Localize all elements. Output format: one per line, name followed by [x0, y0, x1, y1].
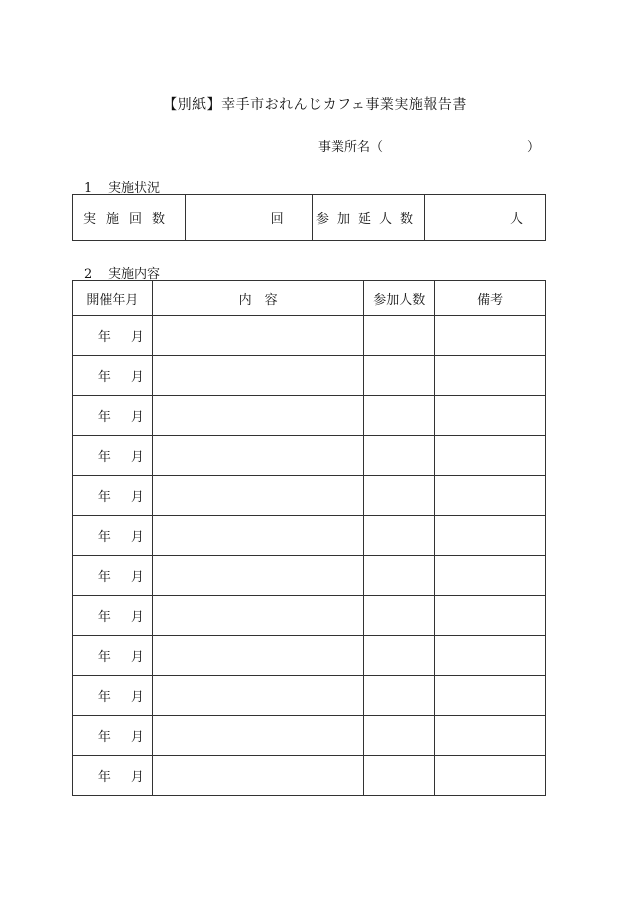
- month-label: 月: [130, 370, 144, 385]
- year-label: 年: [97, 690, 111, 705]
- participants-label: 参加延人数: [312, 195, 425, 241]
- table-row: [73, 436, 546, 476]
- table-row: [73, 516, 546, 556]
- month-label: 月: [130, 490, 144, 505]
- table-row: [73, 596, 546, 636]
- participants-cell[interactable]: [364, 636, 435, 676]
- header-content: 内 容: [152, 281, 364, 316]
- content-cell[interactable]: [152, 316, 364, 356]
- content-cell[interactable]: [152, 756, 364, 796]
- year-label: 年: [97, 530, 111, 545]
- date-cell[interactable]: [73, 556, 153, 596]
- date-cell[interactable]: [73, 716, 153, 756]
- date-cell[interactable]: [73, 476, 153, 516]
- table-row: [73, 476, 546, 516]
- header-date: 開催年月: [73, 281, 153, 316]
- notes-cell[interactable]: [435, 676, 546, 716]
- participants-cell[interactable]: [364, 436, 435, 476]
- date-cell[interactable]: [73, 356, 153, 396]
- participants-cell[interactable]: [364, 756, 435, 796]
- notes-cell[interactable]: [435, 316, 546, 356]
- participants-cell[interactable]: [364, 676, 435, 716]
- content-cell[interactable]: [152, 716, 364, 756]
- date-cell[interactable]: [73, 756, 153, 796]
- content-cell[interactable]: [152, 676, 364, 716]
- implementation-status-table: [72, 194, 546, 241]
- month-label: 月: [130, 610, 144, 625]
- participants-cell[interactable]: [364, 556, 435, 596]
- notes-cell[interactable]: [435, 396, 546, 436]
- participants-cell[interactable]: [364, 596, 435, 636]
- content-cell[interactable]: [152, 436, 364, 476]
- header-participants: 参加人数: [364, 281, 435, 316]
- year-label: 年: [97, 730, 111, 745]
- notes-cell[interactable]: [435, 596, 546, 636]
- month-label: 月: [130, 730, 144, 745]
- date-cell[interactable]: [73, 596, 153, 636]
- participants-cell[interactable]: [364, 316, 435, 356]
- table-row: [73, 356, 546, 396]
- year-label: 年: [97, 330, 111, 345]
- date-cell[interactable]: [73, 676, 153, 716]
- table-row: [73, 756, 546, 796]
- content-cell[interactable]: [152, 516, 364, 556]
- table-row: [73, 716, 546, 756]
- participants-cell[interactable]: [364, 476, 435, 516]
- count-unit: 回: [185, 195, 312, 241]
- date-cell[interactable]: [73, 516, 153, 556]
- table-row: [73, 316, 546, 356]
- table-row: [73, 556, 546, 596]
- month-label: 月: [130, 570, 144, 585]
- year-label: 年: [97, 650, 111, 665]
- content-cell[interactable]: [152, 396, 364, 436]
- implementation-content-table: [72, 280, 546, 796]
- section-1-number: 1: [84, 181, 93, 196]
- table-row: [73, 636, 546, 676]
- notes-cell[interactable]: [435, 756, 546, 796]
- date-cell[interactable]: [73, 396, 153, 436]
- date-cell[interactable]: [73, 316, 153, 356]
- office-name-line: [318, 136, 540, 155]
- month-label: 月: [130, 330, 144, 345]
- month-label: 月: [130, 450, 144, 465]
- content-cell[interactable]: [152, 596, 364, 636]
- year-label: 年: [97, 450, 111, 465]
- header-notes: 備考: [435, 281, 546, 316]
- year-label: 年: [97, 370, 111, 385]
- month-label: 月: [130, 530, 144, 545]
- notes-cell[interactable]: [435, 716, 546, 756]
- section-2-number: 2: [84, 267, 93, 282]
- date-cell[interactable]: [73, 436, 153, 476]
- content-cell[interactable]: [152, 556, 364, 596]
- date-cell[interactable]: [73, 636, 153, 676]
- month-label: 月: [130, 690, 144, 705]
- table-row: [73, 396, 546, 436]
- content-cell[interactable]: [152, 476, 364, 516]
- year-label: 年: [97, 490, 111, 505]
- count-label: 実施回数: [73, 195, 186, 241]
- notes-cell[interactable]: [435, 436, 546, 476]
- month-label: 月: [130, 410, 144, 425]
- participants-cell[interactable]: [364, 356, 435, 396]
- notes-cell[interactable]: [435, 356, 546, 396]
- office-name-close: ）: [526, 140, 540, 155]
- participants-unit: 人: [425, 195, 546, 241]
- notes-cell[interactable]: [435, 636, 546, 676]
- month-label: 月: [130, 650, 144, 665]
- notes-cell[interactable]: [435, 556, 546, 596]
- content-cell[interactable]: [152, 636, 364, 676]
- table-row: [73, 676, 546, 716]
- participants-cell[interactable]: [364, 516, 435, 556]
- document-title: 【別紙】幸手市おれんじカフェ事業実施報告書: [163, 97, 467, 113]
- section-2-title: 実施内容: [108, 267, 161, 282]
- month-label: 月: [130, 770, 144, 785]
- participants-cell[interactable]: [364, 396, 435, 436]
- office-name-label: 事業所名（: [318, 140, 384, 155]
- participants-cell[interactable]: [364, 716, 435, 756]
- content-cell[interactable]: [152, 356, 364, 396]
- year-label: 年: [97, 770, 111, 785]
- notes-cell[interactable]: [435, 476, 546, 516]
- notes-cell[interactable]: [435, 516, 546, 556]
- section-1-title: 実施状況: [108, 181, 161, 196]
- year-label: 年: [97, 570, 111, 585]
- year-label: 年: [97, 610, 111, 625]
- year-label: 年: [97, 410, 111, 425]
